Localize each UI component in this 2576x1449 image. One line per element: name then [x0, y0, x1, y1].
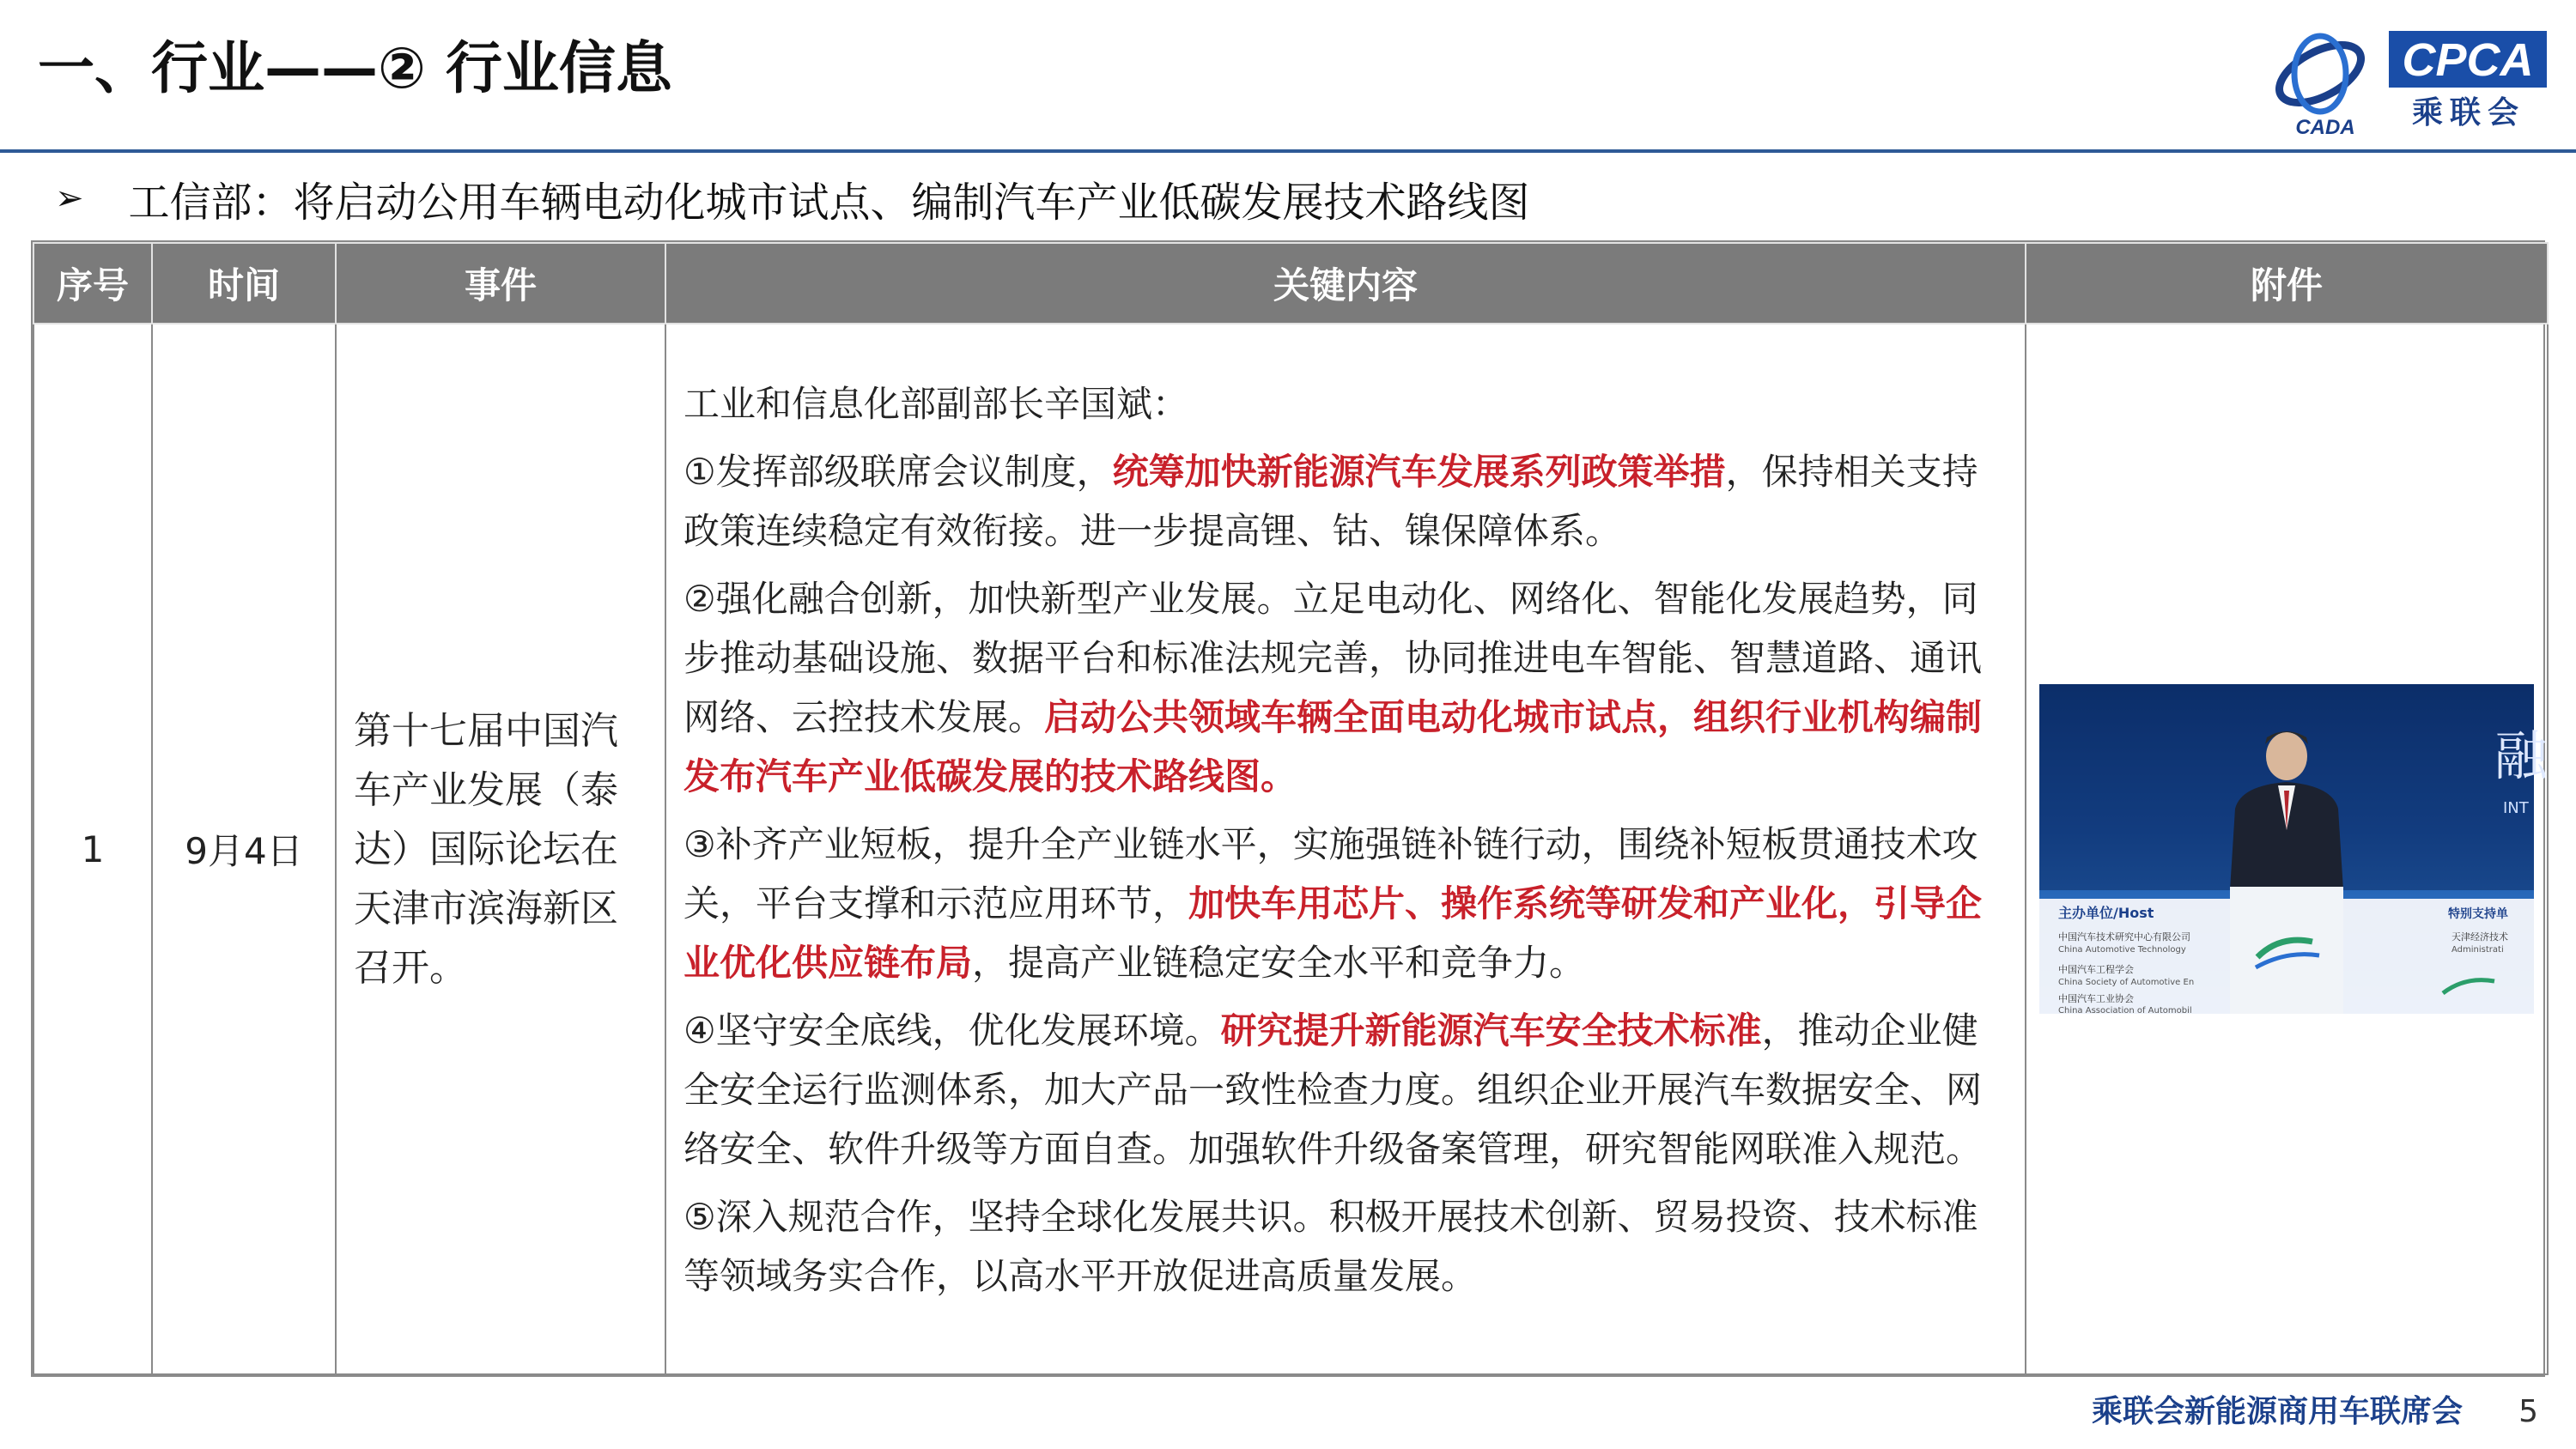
header-date: 时间: [152, 243, 336, 324]
content-intro: 工业和信息化部副部长辛国斌：: [683, 383, 1189, 425]
point-4-text-end: ，推动企业健全安全运行监测体系，加大产品一致性检查力度。组织企业开展汽车数据安全、网络安全、软件升级等方面自查。加强软件升级备案管理，研究智能网联准入规范。: [683, 1009, 1983, 1170]
slide-title: 一、行业——② 行业信息: [38, 35, 672, 101]
table-row: [33, 324, 2548, 1374]
point-4-text: ④坚守安全底线，优化发展环境。: [683, 1009, 1221, 1052]
point-2-text: ②强化融合创新，加快新型产业发展。立足电动化、网络化、智能化发展趋势，同步推动基础设施、数据平台和标准法规完善，协同推进电车智能、智慧道路、通讯网络、云控技术发展。: [683, 578, 1983, 738]
backdrop-char: 融: [2494, 724, 2549, 787]
point-2-highlight: 启动公共领域车辆全面电动化城市试点，组织行业机构编制发布汽车产业低碳发展的技术路线图。: [683, 696, 1983, 797]
cell-index: 1: [33, 324, 152, 1374]
cpca-logo: [2267, 24, 2550, 144]
host-line-3: 中国汽车工业协会: [2058, 993, 2134, 1004]
header-event: 事件: [336, 243, 665, 324]
content-point-5: ⑤深入规范合作，坚持全球化发展共识。积极开展技术创新、贸易投资、技术标准等领域务实合作，以高水平开放促进高质量发展。: [683, 1196, 1978, 1297]
bullet-arrow-icon: ➢: [55, 179, 84, 218]
header-attachment: 附件: [2026, 243, 2548, 324]
point-1-text-end: ，保持相关支持政策连续稳定有效衔接。进一步提高锂、钴、镍保障体系。: [683, 451, 1978, 552]
host-label: 主办单位/Host: [2058, 905, 2154, 921]
point-3-text-end: ，提高产业链稳定安全水平和竞争力。: [972, 942, 1586, 984]
title-divider: [0, 149, 2576, 153]
host-line-1: 中国汽车技术研究中心有限公司: [2058, 931, 2190, 943]
cell-event: 第十七届中国汽车产业发展（泰达）国际论坛在天津市滨海新区召开。: [336, 324, 665, 1374]
header-content: 关键内容: [665, 243, 2026, 324]
header-index: 序号: [33, 243, 152, 324]
content-point-3: [683, 815, 2004, 992]
subtitle-text: 工信部：将启动公用车辆电动化城市试点、编制汽车产业低碳发展技术路线图: [128, 178, 1530, 227]
content-point-2: [683, 569, 2004, 806]
support-label: 特别支持单: [2448, 907, 2508, 921]
logo-brand-cn: 乘联会: [2411, 95, 2525, 130]
backdrop-text: INT: [2503, 799, 2529, 817]
point-4-highlight: 研究提升新能源汽车安全技术标准: [1220, 1009, 1762, 1052]
host-line-2: 中国汽车工程学会: [2058, 964, 2134, 975]
support-line-1: 天津经济技术: [2451, 931, 2508, 943]
attachment-photo[interactable]: [2039, 684, 2549, 1016]
page-number: 5: [2518, 1394, 2538, 1429]
support-line-1-en: Administrati: [2451, 945, 2504, 955]
point-1-text: ①发挥部级联席会议制度，: [683, 451, 1113, 493]
content-point-4: [683, 1001, 2004, 1179]
footer-org: 乘联会新能源商用车联席会: [2091, 1394, 2463, 1429]
cell-content: [665, 324, 2026, 1374]
cell-date: 9月4日: [152, 324, 336, 1374]
point-3-highlight: 加快车用芯片、操作系统等研发和产业化，引导企业优化供应链布局: [683, 882, 1983, 984]
host-line-3-en: China Association of Automobil: [2058, 1006, 2192, 1016]
point-1-highlight: 统筹加快新能源汽车发展系列政策举措: [1112, 451, 1726, 493]
host-line-2-en: China Society of Automotive En: [2058, 978, 2195, 987]
cell-attachment: [2026, 324, 2548, 1374]
events-table: [31, 240, 2549, 1377]
logo-mark: CADA: [2295, 116, 2355, 139]
content-point-1: [683, 442, 2004, 561]
subtitle: [55, 168, 1530, 228]
point-3-text: ③补齐产业短板，提升全产业链水平，实施强链补链行动，围绕补短板贯通技术攻关，平台支撑和示范应用环节，: [683, 823, 1978, 925]
forum-speaker-photo: [2039, 684, 2549, 1016]
host-line-1-en: China Automotive Technology: [2058, 945, 2186, 955]
logo-brand: CPCA: [2402, 34, 2534, 86]
table-header-row: [33, 243, 2548, 324]
